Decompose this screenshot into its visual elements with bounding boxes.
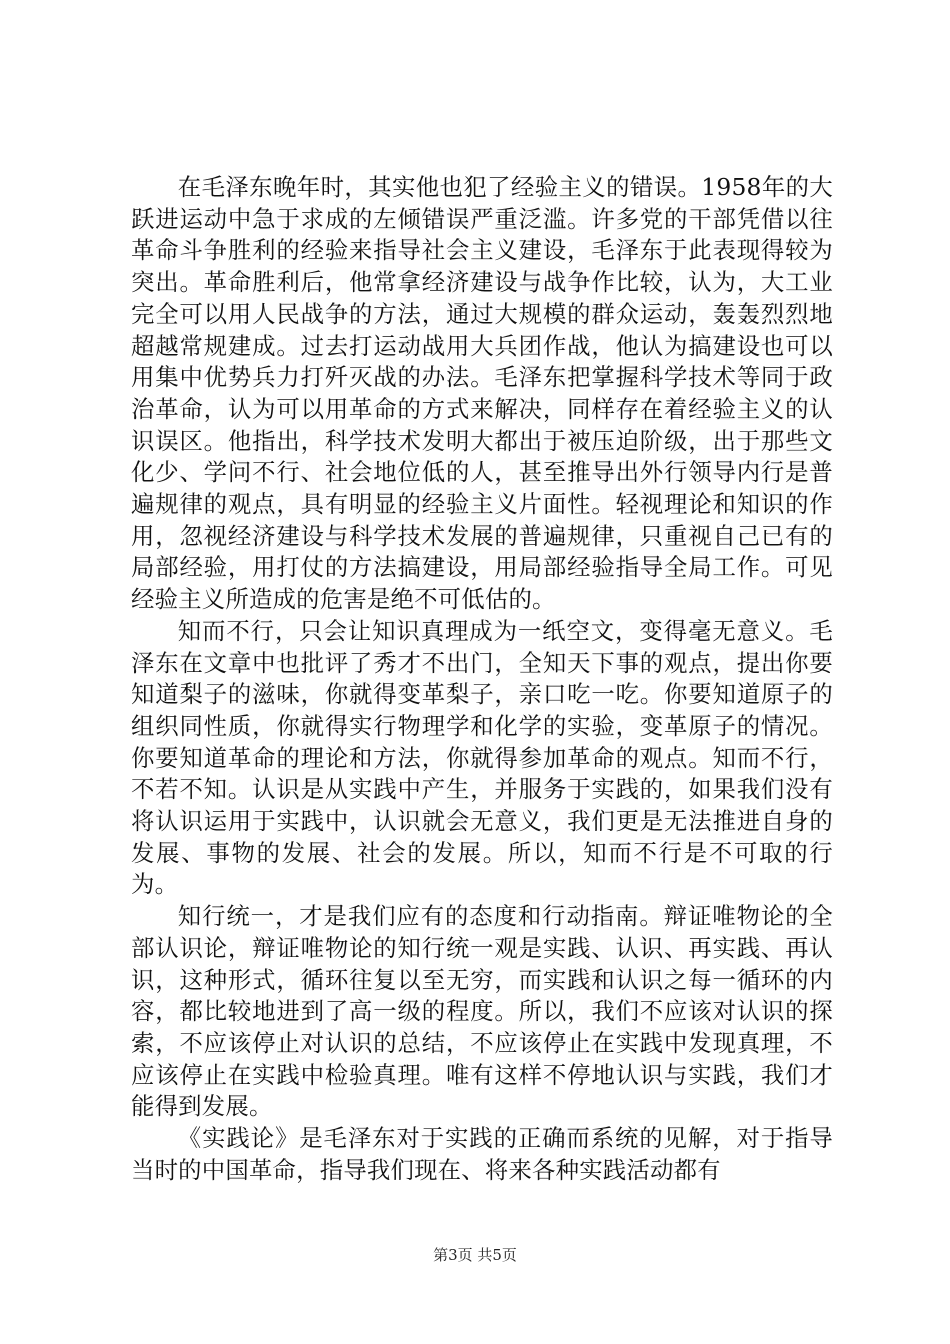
paragraph-1: 在毛泽东晚年时，其实他也犯了经验主义的错误。1958年的大跃进运动中急于求成的左倾错误严重泛滥。许多党的干部凭借以往革命斗争胜利的经验来指导社会主义建设，毛泽东于此表现得较为突出。革命胜利后，他常拿经济建设与战争作比较，认为，大工业完全可以用人民战争的方法，通过大规模的群众运动，轰轰烈烈地超越常规建成。过去打运动战用大兵团作战，他认为搞建设也可以用集中优势兵力打歼灭战的办法。毛泽东把掌握科学技术等同于政治革命，认为可以用革命的方式来解决，同样存在着经验主义的认识误区。他指出，科学技术发明大都出于被压迫阶级，出于那些文化少、学问不行、社会地位低的人，甚至推导出外行领导内行是普遍规律的观点，具有明显的经验主义片面性。轻视理论和知识的作用，忽视经济建设与科学技术发展的普遍规律，只重视自己已有的局部经验，用打仗的方法搞建设，用局部经验指导全局工作。可见经验主义所造成的危害是绝不可低估的。	[131, 173, 833, 614]
paragraph-2: 知而不行，只会让知识真理成为一纸空文，变得毫无意义。毛泽东在文章中也批评了秀才不出门，全知天下事的观点，提出你要知道梨子的滋味，你就得变革梨子，亲口吃一吃。你要知道原子的组织同性质，你就得实行物理学和化学的实验，变革原子的情况。你要知道革命的理论和方法，你就得参加革命的观点。知而不行，不若不知。认识是从实践中产生，并服务于实践的，如果我们没有将认识运用于实践中，认识就会无意义，我们更是无法推进自身的发展、事物的发展、社会的发展。所以，知而不行是不可取的行为。	[131, 616, 833, 899]
paragraph-4: 《实践论》是毛泽东对于实践的正确而系统的见解，对于指导当时的中国革命，指导我们现在、将来各种实践活动都有	[131, 1124, 833, 1184]
page-number-footer: 第3页 共5页	[433, 1246, 517, 1264]
document-body	[131, 172, 833, 1187]
paragraph-3: 知行统一，才是我们应有的态度和行动指南。辩证唯物论的全部认识论，辩证唯物论的知行统一观是实践、认识、再实践、再认识，这种形式，循环往复以至无穷，而实践和认识之每一循环的内容，都比较地进到了高一级的程度。所以，我们不应该对认识的探索，不应该停止对认识的总结，不应该停止在实践中发现真理，不应该停止在实践中检验真理。唯有这样不停地认识与实践，我们才能得到发展。	[131, 902, 833, 1121]
